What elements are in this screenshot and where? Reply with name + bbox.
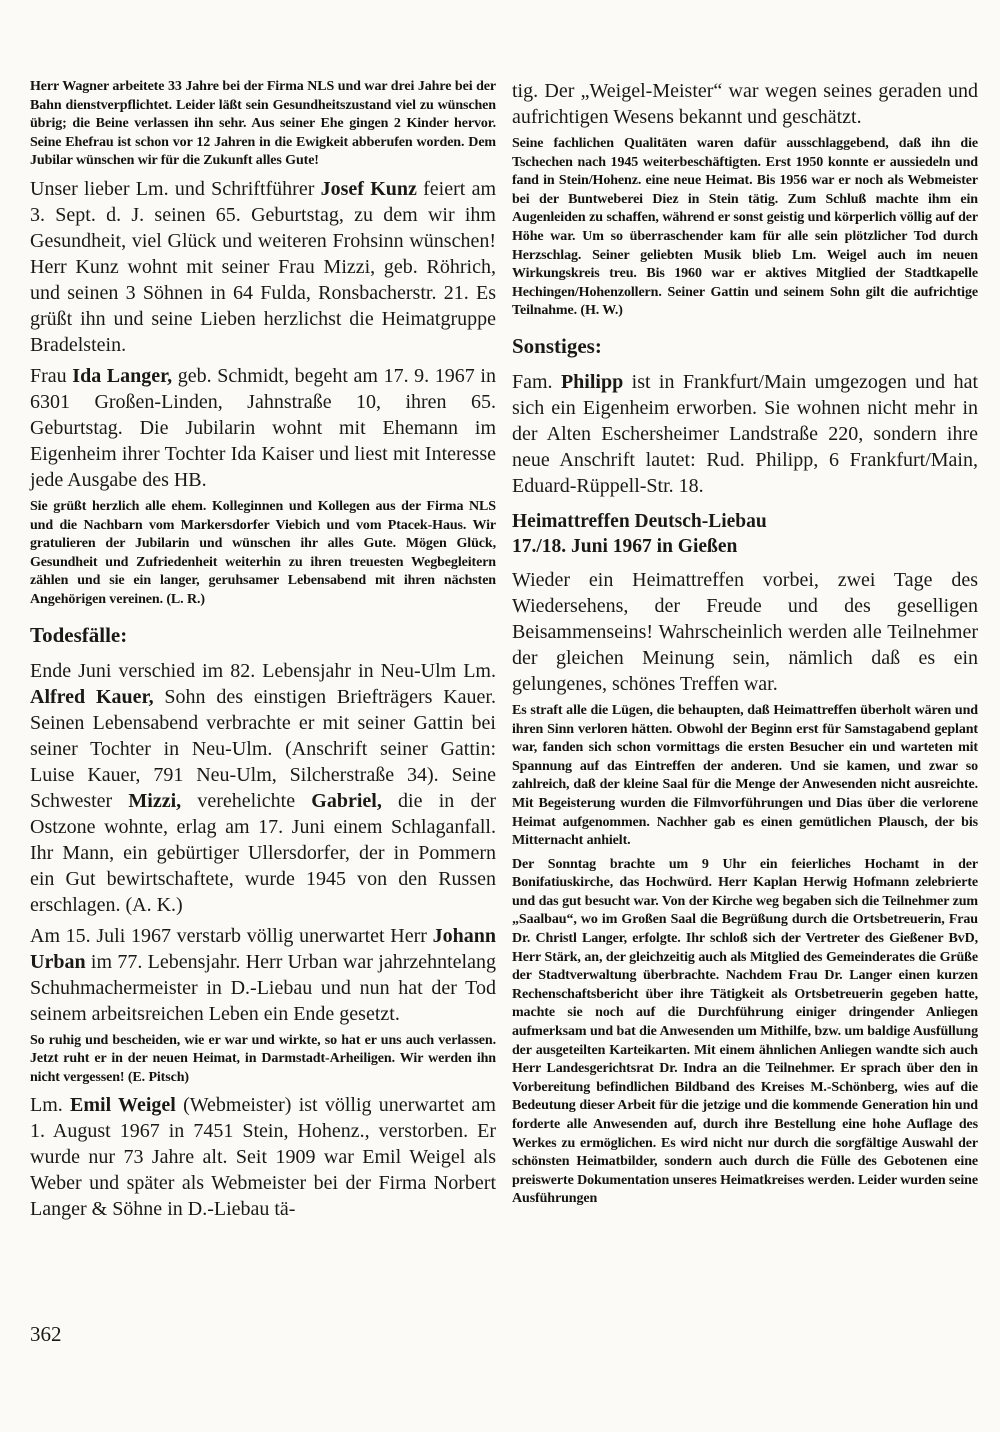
paragraph xyxy=(30,658,496,918)
right-column xyxy=(512,78,978,1227)
highlighted-name: Philipp xyxy=(560,370,624,393)
paragraph xyxy=(30,1032,496,1088)
paragraph xyxy=(512,369,978,499)
highlighted-name: Ida Langer, xyxy=(72,364,173,387)
paragraph xyxy=(30,176,496,358)
text-run: (Webmeister) ist völlig unerwartet am 1. August 1967 in 7451 Stein, Hohenz., verstorben. Er wurde nur 73 Jahre alt. Seit 1909 war Emil Weigel als Weber und später als Webmeister bei der Firma Norbert Langer & Söhne in D.-Liebau tä- xyxy=(30,1094,496,1221)
text-run: Der Sonntag brachte um 9 Uhr ein feierliches Hochamt in der Bonifatiuskirche, das Hochwürd. Herr Kaplan Herwig Hofmann zelebrierte und das gut besucht war. Von der Kirche weg begaben sich die Teilnehmer zum „Saalbau“, wo im Großen Saal die Begrüßung durch die Ortsbetreuerin, Frau Dr. Christl Langer, erfolgte. Ihr schloß sich der Vertreter des Gießener BvD, Herr Stärk, an, der gleichzeitig auch als Mitglied des Gemeinderates die Grüße der Stadtverwaltung überbrachte. Nachdem Frau Dr. Langer einen kurzen Rechenschaftsbericht über ihre Tätigkeit als Ortsbetreuerin gegeben hatte, machte sie noch auf die Durchführung einiger dringender Anliegen aufmerksam und bat die Anwesenden um Mithilfe, bzw. um baldige Ausfüllung der ausgeteilten Karteikarten. Mit einem ähnlichen Anliegen wandte sich auch Herr Landesgerichtsrat Dr. Indra an die Teilnehmer. Er sprach über den in Vorbereitung befindlichen Bildband des Kreises M.-Schönberg, wies auf die Bedeutung dieser Arbeit für die jetzige und die kommende Generation hin und forderte alle Anwesenden auf, durch ihre Bestellung eine hohe Auflage des Werkes zu ermöglichen. Es wird nicht nur durch die sorgfältige Auswahl der schönsten Heimatbilder, sondern auch durch die Fülle des Gebotenen eine preiswerte Dokumentation unseres Heimatkreises werden. Leider wurden seine Ausführungen xyxy=(512,856,978,1207)
section-heading xyxy=(512,509,978,559)
text-run: So ruhig und bescheiden, wie er war und wirkte, so hat er uns auch verlassen. Jetzt ruht er in der neuen Heimat, in Darmstadt-Arheiligen. Wir werden ihn nicht vergessen! (E. Pitsch) xyxy=(30,1032,496,1085)
highlighted-name: Johann Urban xyxy=(30,924,496,973)
text-run: Sohn des einstigen Briefträgers Kauer. Seinen Lebensabend verbrachte er mit seiner Gattin bei seiner Tochter in Neu-Ulm. (Anschrift seiner Gattin: Luise Kauer, 791 Neu-Ulm, Silcherstraße 34). Seine Schwester xyxy=(30,685,496,812)
paragraph xyxy=(30,363,496,493)
paragraph xyxy=(512,135,978,321)
paragraph xyxy=(30,923,496,1027)
page-number: 362 xyxy=(30,1322,62,1346)
text-run: feiert am 3. Sept. d. J. seinen 65. Geburtstag, zu dem wir ihm Gesundheit, viel Glück und weiteren Frohsinn wünschen! Herr Kunz wohnt mit seiner Frau Mizzi, geb. Röhrich, und seinen 3 Söhnen in 64 Fulda, Ronsbacherstr. 21. Es grüßt ihn und seine Lieben herzlichst die Heimatgruppe Bradelstein. xyxy=(30,177,497,356)
paragraph xyxy=(30,1092,496,1222)
text-run: Lm. xyxy=(30,1094,71,1117)
paragraph xyxy=(512,567,978,697)
highlighted-name: Gabriel, xyxy=(311,789,382,812)
text-run: Unser lieber Lm. und Schriftführer xyxy=(30,177,321,200)
paragraph xyxy=(512,856,978,1209)
paragraph xyxy=(512,702,978,851)
text-run: im 77. Lebensjahr. Herr Urban war jahrzehntelang Schuhmachermeister in D.-Liebau und nun hat der Tod seinem arbeitsreichen Leben ein Ende gesetzt. xyxy=(30,950,496,1025)
left-column xyxy=(30,78,496,1227)
text-run: Heimattreffen Deutsch-Liebau xyxy=(512,510,767,532)
text-run: Wieder ein Heimattreffen vorbei, zwei Tage des Wiedersehens, der Freude und des geselligen Beisammenseins! Wahrscheinlich werden alle Teilnehmer der gleichen Meinung sein, nämlich daß es ein gelungenes, schönes Treffen war. xyxy=(512,568,978,695)
highlighted-name: Alfred Kauer, xyxy=(30,685,154,708)
text-run: verehelichte xyxy=(181,789,312,812)
text-run: Seine fachlichen Qualitäten waren dafür ausschlaggebend, daß ihn die Tschechen nach 1945 weiterbeschäftigten. Erst 1950 konnte er aussiedeln und fand in Stein/Hohenz. eine neue Heimat. Bis 1956 war er noch als Webmeister bei der Buntweberei Diez in Stein tätig. Zum Schluß machte ihm ein Augenleiden zu schaffen, während er sonst geistig und körperlich völlig auf der Höhe war. Um so überraschender kam für alle sein plötzlicher Tod durch Herzschlag. Seiner geliebten Musik blieb Lm. Weigel auch im neuen Wirkungskreis treu. Bis 1960 war er aktives Mitglied der Stadtkapelle Hechingen/Hohenzollern. Seiner Gattin und seinem Sohn gilt die aufrichtige Teilnahme. (H. W.) xyxy=(512,136,978,319)
text-run: Ende Juni verschied im 82. Lebensjahr in Neu-Ulm Lm. xyxy=(30,659,496,682)
text-run: tig. Der „Weigel-Meister“ war wegen seines geraden und aufrichtigen Wesens bekannt und geschätzt. xyxy=(512,80,978,128)
two-column-layout xyxy=(30,78,978,1227)
text-run: Herr Wagner arbeitete 33 Jahre bei der Firma NLS und war drei Jahre bei der Bahn dienstverpflichtet. Leider läßt sein Gesundheitszustand viel zu wünschen übrig; die Beine verlassen ihn sehr. Aus seiner Ehe gingen 2 Kinder hervor. Seine Ehefrau ist schon vor 12 Jahren in die Ewigkeit abberufen worden. Dem Jubilar wünschen wir für die Zukunft alles Gute! xyxy=(30,79,496,169)
highlighted-name: Josef Kunz xyxy=(320,177,417,200)
section-heading xyxy=(512,333,978,359)
section-heading xyxy=(30,622,496,648)
paragraph xyxy=(30,78,496,171)
text-run: 17./18. Juni 1967 in Gießen xyxy=(512,535,738,557)
text-run: ist in Frankfurt/Main umgezogen und hat sich ein Eigenheim erworben. Sie wohnen nicht mehr in der Alten Eschersheimer Landstraße 220, sondern ihre neue Anschrift lautet: Rud. Philipp, 6 Frankfurt/Main, Eduard-Rüppell-Str. 18. xyxy=(512,370,979,497)
highlighted-name: Mizzi, xyxy=(128,789,182,812)
paragraph xyxy=(30,498,496,610)
text-run: Sonstiges: xyxy=(512,333,602,358)
text-run: Sie grüßt herzlich alle ehem. Kolleginnen und Kollegen aus der Firma NLS und die Nachbarn vom Markersdorfer Viebich und vom Ptacek-Haus. Wir gratulieren der Jubilarin und wünschen ihr alles Gute. Mögen Glück, Gesundheit und Zufriedenheit weiterhin zu ihren treuesten Wegbegleitern zählen und sie ein langer, geruhsamer Lebensabend mit ihren nächsten Angehörigen vereinen. (L. R.) xyxy=(30,498,496,607)
text-run: Fam. xyxy=(512,370,561,393)
text-run: Frau xyxy=(30,364,73,387)
text-run: die in der Ostzone wohnte, erlag am 17. Juni einem Schlaganfall. Ihr Mann, ein gebürtiger Ullersdorfer, der in Pommern ein Gut bewirtschaftete, wurde 1945 von den Russen erschlagen. (A. K.) xyxy=(30,789,496,916)
text-run: Am 15. Juli 1967 verstarb völlig unerwartet Herr xyxy=(30,924,433,947)
highlighted-name: Emil Weigel xyxy=(70,1094,176,1117)
paragraph xyxy=(512,78,978,130)
text-run: Todesfälle: xyxy=(30,622,128,647)
text-run: geb. Schmidt, begeht am 17. 9. 1967 in 6301 Großen-Linden, Jahnstraße 10, ihren 65. Geburtstag. Die Jubilarin wohnt mit Ehemann im Eigenheim ihrer Tochter Ida Kaiser und liest mit Interesse jede Ausgabe des HB. xyxy=(30,364,496,491)
text-run: Es straft alle die Lügen, die behaupten, daß Heimattreffen überholt wären und ihren Sinn verloren hätten. Obwohl der Beginn erst für Samstagabend geplant war, fanden sich schon vormittags die ersten Besucher ein und warteten mit Spannung auf das Eintreffen der anderen. Und sie kamen, und zwar so zahlreich, daß der kleine Saal für die Menge der Anwesenden nicht ausreichte. Mit Begeisterung wurden die Filmvorführungen und Dias über die verlorene Heimat aufgenommen. Nachher gab es einen gemütlichen Plausch, der bis Mitternacht anhielt. xyxy=(512,702,978,849)
